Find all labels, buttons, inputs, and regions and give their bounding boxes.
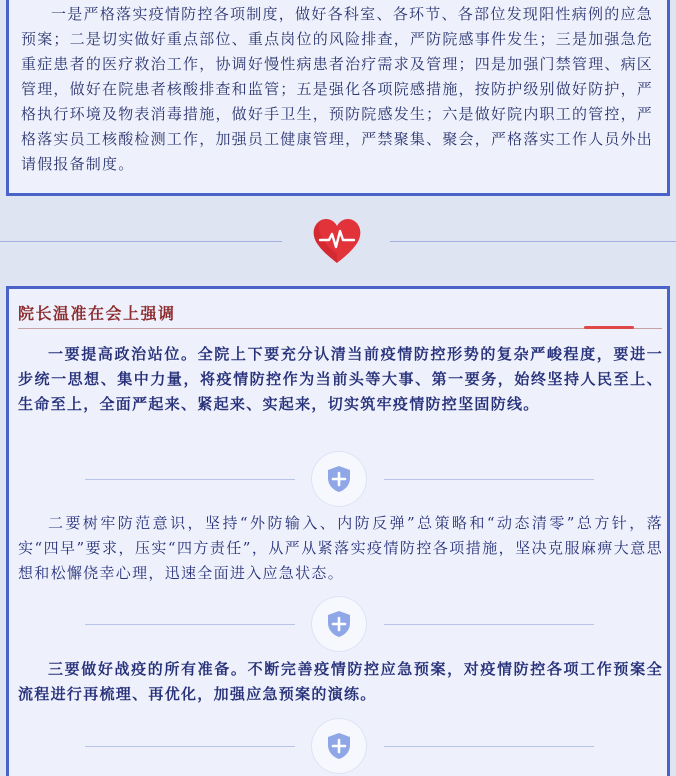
title-rule (18, 328, 662, 329)
shield-badge (312, 597, 366, 651)
shield-divider-2 (9, 597, 667, 651)
shield-plus-icon (325, 731, 353, 761)
paragraph-3: 三要做好战疫的所有准备。不断完善疫情防控应急预案，对疫情防控各项工作预案全流程进行再梳理、再优化，加强应急预案的演练。 (18, 660, 663, 703)
main-card (6, 286, 670, 776)
divider-line-left (85, 624, 295, 625)
divider-line-right (384, 746, 594, 747)
shield-divider-1 (9, 452, 667, 506)
divider-line-right (390, 241, 676, 242)
paragraph-1: 一要提高政治站位。全院上下要充分认清当前疫情防控形势的复杂严峻程度，要进一步统一思想、集中力量，将疫情防控作为当前头等大事、第一要务，始终坚持人民至上、生命至上，全面严起来、紧起来、实起来，切实筑牢疫情防控坚固防线。 (18, 345, 663, 413)
intro-paragraph: 一是严格落实疫情防控各项制度，做好各科室、各环节、各部位发现阳性病例的应急预案；二是切实做好重点部位、重点岗位的风险排查，严防院感事件发生；三是加强急危重症患者的医疗救治工作，协调好慢性病患者治疗需求及管理；四是加强门禁管理、病区管理，做好在院患者核酸排查和监管；五是强化各项院感措施，按防护级别做好防护，严格执行环境及物表消毒措施，做好手卫生，预防院感发生；六是做好院内职工的管控，严格落实员工核酸检测工作，加强员工健康管理，严禁聚集、聚会，严格落实工作人员外出请假报备制度。 (21, 5, 653, 173)
shield-divider-3 (9, 719, 667, 773)
divider-line-right (384, 479, 594, 480)
divider-line-left (85, 479, 295, 480)
paragraph-2: 二要树牢防范意识，坚持“外防输入、内防反弹”总策略和“动态清零”总方针，落实“四早”要求，压实“四方责任”，从严从紧落实疫情防控各项措施，坚决克服麻痹大意思想和松懈侥幸心理，迅速全面进入应急状态。 (18, 514, 663, 582)
title-accent-bar (584, 326, 634, 329)
shield-plus-icon (325, 464, 353, 494)
section-title: 院长温准在会上强调 (18, 304, 176, 323)
divider-line-left (0, 241, 282, 242)
heart-divider (0, 200, 676, 282)
shield-badge (312, 452, 366, 506)
divider-line-right (384, 624, 594, 625)
shield-badge (312, 719, 366, 773)
shield-plus-icon (325, 609, 353, 639)
heart-pulse-icon (311, 216, 363, 266)
divider-line-left (85, 746, 295, 747)
intro-card (6, 0, 670, 196)
